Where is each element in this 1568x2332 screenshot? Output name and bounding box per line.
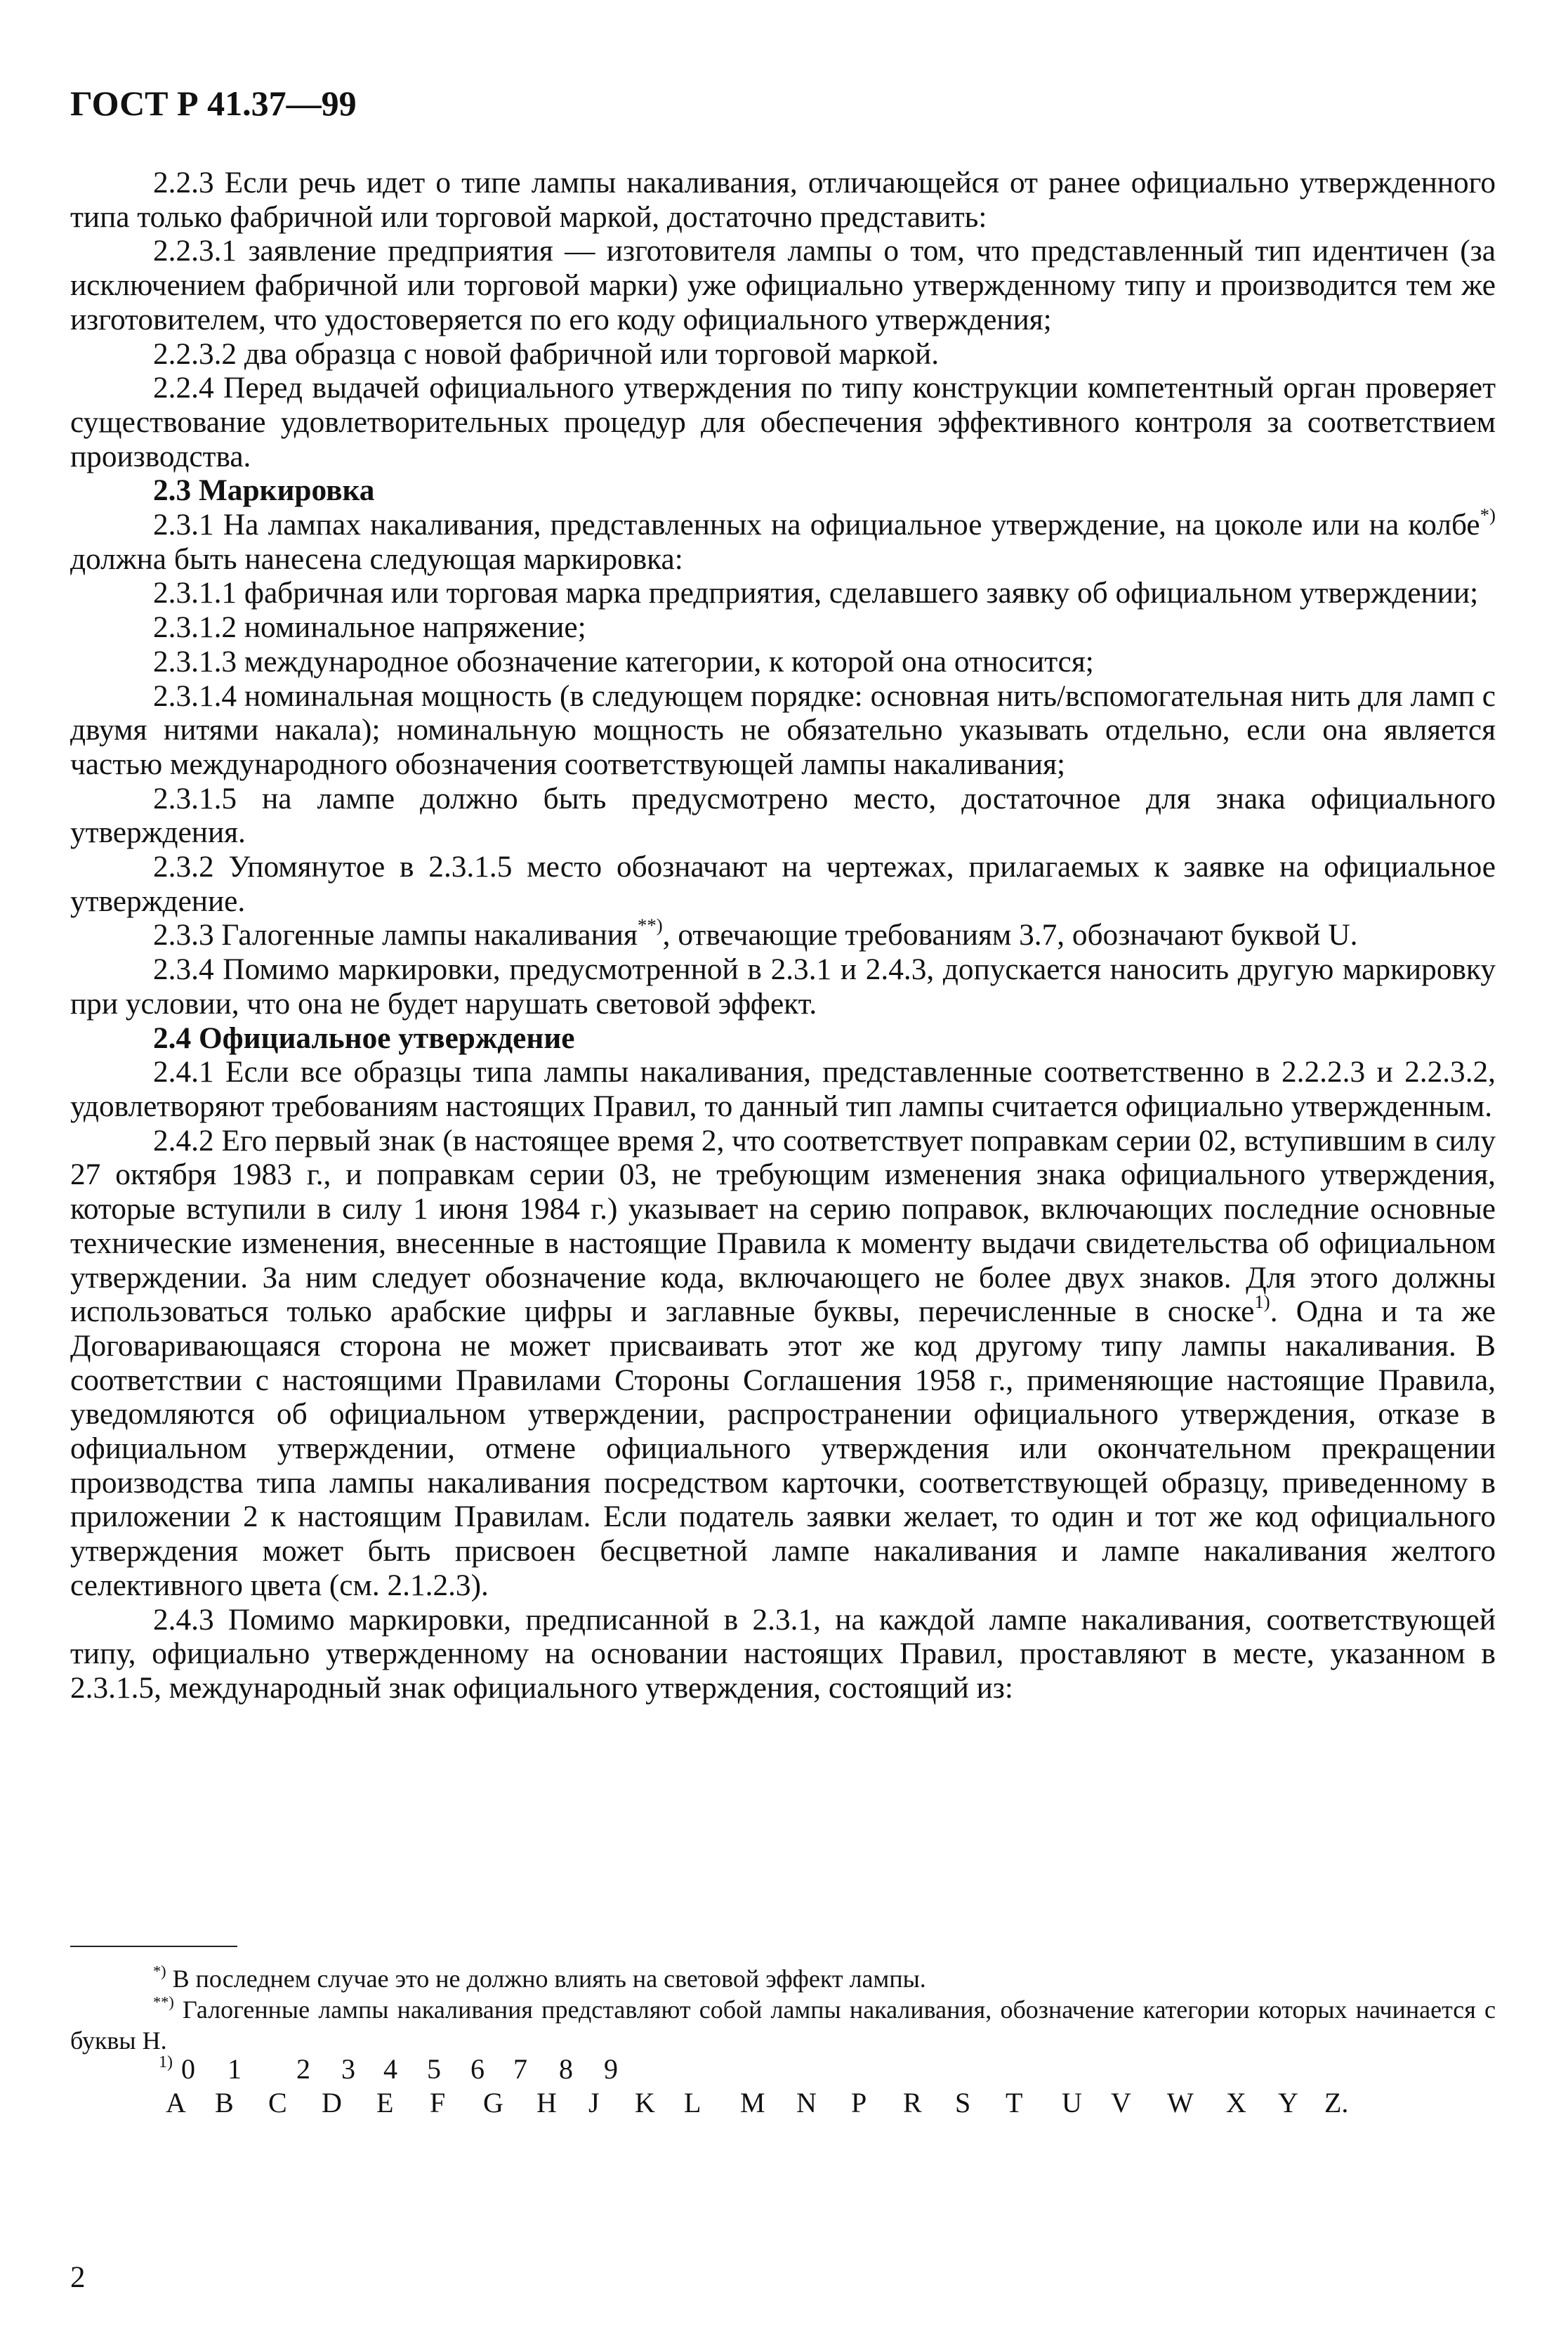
- paragraph-text: 2.4.3 Помимо маркировки, предписанной в 2.3.1, на каждой лампе накаливания, соответствующей типу, официально утвержденному на основании настоящих Правил, проставляют в месте, указанном в 2.3.1.5, международный знак официального утверждения, состоящий из:: [70, 1602, 1496, 1705]
- footnote-text: Галогенные лампы накаливания представляют собой лампы накаливания, обозначение категории которых начинается с буквы Н.: [70, 1996, 1496, 2055]
- code-digit: 2: [296, 2053, 310, 2085]
- code-letter: A: [166, 2087, 186, 2118]
- code-letter: E: [376, 2087, 394, 2118]
- code-letter: L: [684, 2087, 701, 2118]
- paragraph-text: 2.3.1.4 номинальная мощность (в следующем порядке: основная нить/вспомогательная нить для ламп с двумя нитями накала); номинальную мощность не обязательно указывать отдельно, если она является частью международного обозначения соответствующей лампы накаливания;: [70, 679, 1496, 781]
- code-letter: K: [635, 2087, 655, 2118]
- code-letter: F: [430, 2087, 446, 2118]
- paragraph-text: 2.3.2 Упомянутое в 2.3.1.5 место обозначают на чертежах, прилагаемых к заявке на официальное утверждение.: [70, 850, 1496, 918]
- code-letter: V: [1111, 2087, 1131, 2118]
- code-digit: 4: [383, 2053, 397, 2085]
- code-letter: X: [1226, 2087, 1246, 2118]
- code-letter: G: [483, 2087, 503, 2118]
- paragraph-text-continued: должна быть нанесена следующая маркировка:: [70, 542, 683, 576]
- code-digit: 3: [341, 2053, 355, 2085]
- paragraph: [70, 504, 1496, 576]
- code-letter: M: [740, 2087, 765, 2118]
- paragraph: [70, 371, 1496, 473]
- paragraph: [70, 679, 1496, 782]
- footnote: [70, 1994, 1496, 2056]
- paragraph: [70, 610, 1496, 645]
- paragraph-text: 2.3.1.3 международное обозначение категории, к которой она относится;: [153, 644, 1094, 679]
- code-letter: Y: [1278, 2087, 1298, 2118]
- code-digit: 6: [470, 2053, 485, 2085]
- code-digit: 7: [513, 2053, 527, 2085]
- paragraph: [70, 952, 1496, 1021]
- footnote-reference: **): [637, 915, 663, 936]
- document-header: ГОСТ Р 41.37—99: [70, 84, 357, 123]
- document-body: [70, 166, 1496, 1705]
- code-letter: N: [796, 2087, 817, 2118]
- section-heading: [70, 473, 1496, 508]
- code-letter: P: [851, 2087, 867, 2118]
- paragraph: [70, 576, 1496, 610]
- paragraph: [70, 782, 1496, 850]
- footnote-mark: **): [153, 1993, 174, 2011]
- footnote-reference: 1): [1254, 1291, 1270, 1313]
- paragraph-text: 2.4.1 Если все образцы типа лампы накаливания, представленные соответственно в 2.2.2.3 и 2.2.3.2, удовлетворяют требованиям настоящих Правил, то данный тип лампы считается официально утвержденным.: [70, 1055, 1496, 1123]
- footnote-reference: *): [1480, 504, 1496, 526]
- paragraph: [70, 234, 1496, 336]
- footnote-separator: [70, 1946, 237, 1947]
- code-letter: R: [903, 2087, 922, 2118]
- code-digit: 9: [604, 2053, 618, 2085]
- paragraph-text-continued: , отвечающие требованиям 3.7, обозначают буквой U.: [662, 918, 1358, 952]
- paragraph-text: 2.3.1.5 на лампе должно быть предусмотрено место, достаточное для знака официального утверждения.: [70, 781, 1496, 850]
- code-letter: W: [1167, 2087, 1194, 2118]
- paragraph: [70, 1603, 1496, 1705]
- footnote-text: В последнем случае это не должно влиять на световой эффект лампы.: [166, 1965, 926, 1993]
- paragraph-text: 2.2.3 Если речь идет о типе лампы накаливания, отличающейся от ранее официально утвержденного типа только фабричной или торговой маркой, достаточно представить:: [70, 166, 1496, 234]
- paragraph: [70, 337, 1496, 372]
- page-number: 2: [70, 2261, 86, 2294]
- footnote: [70, 1963, 1496, 1994]
- code-letter: J: [588, 2087, 600, 2118]
- code-letter: U: [1062, 2087, 1082, 2118]
- paragraph: [70, 850, 1496, 918]
- footnotes: [70, 1963, 1496, 2056]
- code-digit: 1: [228, 2053, 242, 2085]
- paragraph-text: 2.3.1 На лампах накаливания, представленных на официальное утверждение, на цоколе или на колбе: [153, 508, 1480, 542]
- paragraph-text: 2.4 Официальное утверждение: [153, 1021, 575, 1055]
- paragraph-text: 2.3.1.2 номинальное напряжение;: [153, 610, 586, 645]
- section-heading: [70, 1021, 1496, 1056]
- footnote-mark: *): [153, 1962, 166, 1980]
- code-letter: B: [215, 2087, 234, 2118]
- code-letter: S: [955, 2087, 971, 2118]
- code-letter: H: [536, 2087, 557, 2118]
- paragraph-text: 2.3 Маркировка: [153, 473, 375, 508]
- paragraph-text: 2.4.2 Его первый знак (в настоящее время 2, что соответствует поправкам серии 02, вступившим в силу 27 октября 1983 г., и поправкам серии 03, не требующим изменения знака официального утверждения, которые вступили в силу 1 июня 1984 г.) указывает на серию поправок, включающих последние основные технические изменения, внесенные в настоящие Правила к моменту выдачи свидетельства об официальном утверждении. За ним следует обозначение кода, включающего не более двух знаков. Для этого должны использоваться только арабские цифры и заглавные буквы, перечисленные в сноске: [70, 1123, 1496, 1329]
- paragraph-text: 2.3.4 Помимо маркировки, предусмотренной в 2.3.1 и 2.4.3, допускается наносить другую маркировку при условии, что она не будет нарушать световой эффект.: [70, 952, 1496, 1021]
- paragraph: [70, 915, 1496, 952]
- code-digit: 5: [427, 2053, 441, 2085]
- paragraph-text-continued: . Одна и та же Договаривающаяся сторона не может присваивать этот же код другому типу лампы накаливания. В соответствии с настоящими Правилами Стороны Соглашения 1958 г., применяющие настоящие Правила, уведомляются об официальном утверждении, распространении официального утверждения, отказе в официальном утверждении, отмене официального утверждения или окончательном прекращении производства типа лампы накаливания посредством карточки, соответствующей образцу, приведенному в приложении 2 к настоящим Правилам. Если податель заявки желает, то один и тот же код официального утверждения может быть присвоен бесцветной лампе накаливания и лампе накаливания желтого селективного цвета (см. 2.1.2.3).: [70, 1295, 1496, 1602]
- paragraph-text: 2.3.1.1 фабричная или торговая марка предприятия, сделавшего заявку об официальном утверждении;: [153, 576, 1479, 610]
- paragraph-text: 2.3.3 Галогенные лампы накаливания: [153, 918, 638, 952]
- paragraph-text: 2.2.3.2 два образца с новой фабричной или торговой маркой.: [153, 336, 940, 371]
- code-letter: C: [268, 2087, 287, 2118]
- code-letter: D: [322, 2087, 342, 2118]
- paragraph: [70, 1124, 1496, 1603]
- paragraph: [70, 645, 1496, 679]
- paragraph: [70, 1055, 1496, 1123]
- paragraph-text: 2.2.3.1 заявление предприятия — изготовителя лампы о том, что представленный тип идентичен (за исключением фабричной или торговой марки) уже официально утвержденному типу и производится тем же изготовителем, что удостоверяется по его коду официального утверждения;: [70, 234, 1496, 336]
- code-digit: 0: [181, 2053, 195, 2085]
- paragraph: [70, 166, 1496, 234]
- code-digit: 8: [559, 2053, 573, 2085]
- paragraph-text: 2.2.4 Перед выдачей официального утверждения по типу конструкции компетентный орган проверяет существование удовлетворительных процедур для обеспечения эффективного контроля за соответствием производства.: [70, 371, 1496, 473]
- code-letter: T: [1006, 2087, 1023, 2118]
- code-letter: Z.: [1324, 2087, 1349, 2118]
